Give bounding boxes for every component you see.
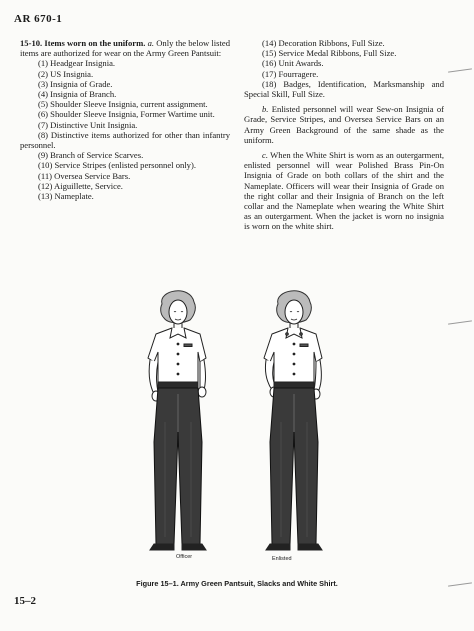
list-item: (4) Insignia of Branch. xyxy=(38,89,117,100)
page-number: 15–2 xyxy=(14,595,36,607)
section-number: 15-10. xyxy=(20,38,43,48)
subsection-a-label: a. xyxy=(147,38,155,48)
list-item: (2) US Insignia. xyxy=(38,68,94,79)
section-heading xyxy=(20,38,230,58)
list-item: (9) Branch of Service Scarves. xyxy=(38,150,144,161)
section-title: Items worn on the uniform. xyxy=(44,38,146,48)
left-column xyxy=(20,38,230,201)
list-item: (15) Service Medal Ribbons, Full Size. xyxy=(262,48,397,59)
list-item: (8) Distinctive items authorized for other than infantry personnel. xyxy=(20,129,230,151)
list-item: (13) Nameplate. xyxy=(38,191,94,202)
list-item: (17) Fourragere. xyxy=(262,68,319,79)
right-column xyxy=(244,38,444,232)
officer-figure xyxy=(148,291,206,550)
paragraph-c-label: c. xyxy=(262,150,268,161)
paragraph-b-label: b. xyxy=(262,104,269,115)
list-item: (12) Aiguillette, Service. xyxy=(38,180,123,191)
list-item: (14) Decoration Ribbons, Full Size. xyxy=(262,38,385,48)
document-id: AR 670-1 xyxy=(14,13,63,25)
subsection-a-intro-2: the below listed items are authorized for wear on the Army Green Pantsuit: xyxy=(20,38,231,59)
uniform-figure xyxy=(120,282,360,560)
list-item: (1) Headgear Insignia. xyxy=(38,58,116,69)
enlisted-figure xyxy=(264,291,322,550)
list-item: (6) Shoulder Sleeve Insignia, Former Wartime unit. xyxy=(38,109,215,120)
list-item: (7) Distinctive Unit Insignia. xyxy=(38,119,138,130)
paragraph-b-text: Enlisted personnel will wear Sew-on Insignia of Grade, Service Stripes, and Oversea Service Bars on an Army Green Background of the same shade as the uniform. xyxy=(244,104,444,145)
list-item: (3) Insignia of Grade. xyxy=(38,78,113,89)
scan-margin-mark xyxy=(448,320,472,324)
uniform-illustration xyxy=(120,282,360,560)
subsection-a-intro-1: Only xyxy=(156,38,174,48)
paragraph-b xyxy=(244,104,444,145)
list-item: (5) Shoulder Sleeve Insignia, current assignment. xyxy=(38,99,208,110)
list-item: (16) Unit Awards. xyxy=(262,58,324,69)
officer-label: Officer xyxy=(176,554,193,560)
paragraph-c xyxy=(244,150,444,232)
scan-margin-mark xyxy=(448,68,472,72)
list-item: (10) Service Stripes (enlisted personnel only). xyxy=(38,160,196,171)
list-item: (11) Oversea Service Bars. xyxy=(38,170,131,181)
figure-caption: Figure 15–1. Army Green Pantsuit, Slacks and White Shirt. xyxy=(136,579,338,588)
list-item: (18) Badges, Identification, Marksmanship and Special Skill, Full Size. xyxy=(244,78,444,100)
enlisted-label: Enlisted xyxy=(272,556,292,562)
paragraph-c-text: When the White Shirt is worn as an outergarment, enlisted personnel will wear Polished Brass Pin-On Insignia of Grade on both collars of the shirt and the Nameplate. Officers will wear their Insignia of Grade on the right collar and their Insignia of Branch on the left collar and the Nameplate when wearing the White Shirt as an outergarment. When the jacket is worn no insignia is worn on the white shirt. xyxy=(244,150,445,232)
